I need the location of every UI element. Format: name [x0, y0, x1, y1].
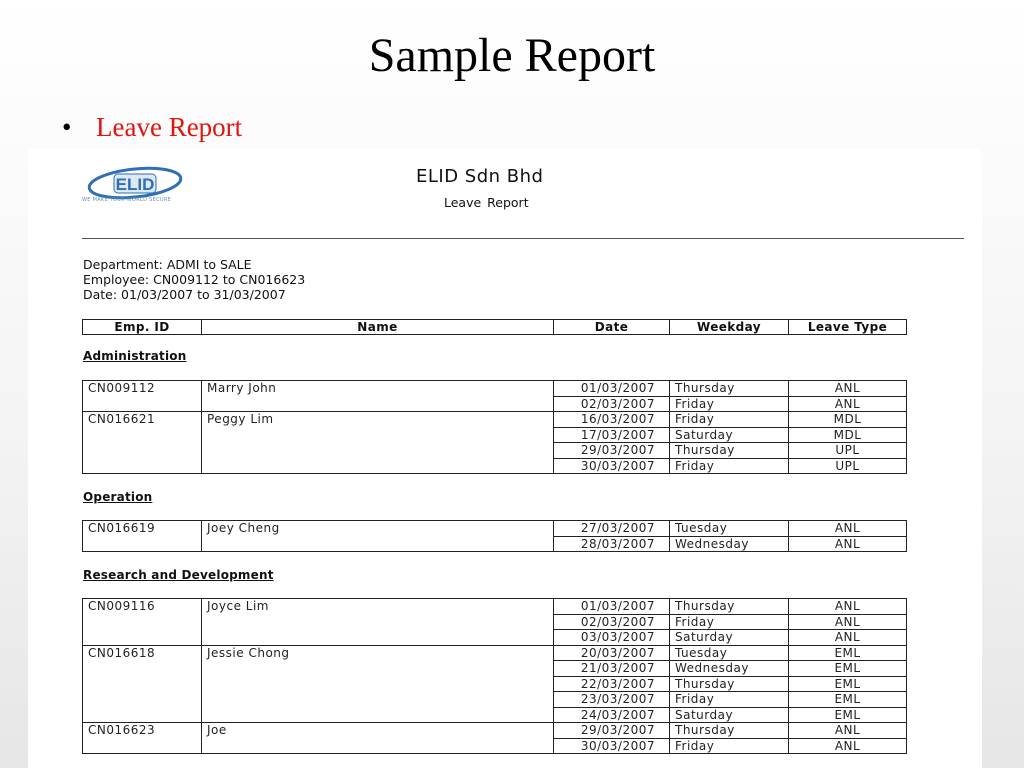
- logo-tagline: WE MAKE YOUR WORLD SECURE: [82, 197, 172, 203]
- date-cell: 28/03/2007: [554, 536, 670, 552]
- weekday-cell: Friday: [670, 412, 789, 428]
- leave-type-cell: ANL: [789, 738, 907, 754]
- bullet-text: Leave Report: [96, 112, 243, 142]
- emp-id-cell: CN016623: [83, 723, 202, 754]
- leave-type-cell: MDL: [789, 412, 907, 428]
- date-cell: 23/03/2007: [554, 692, 670, 708]
- weekday-cell: Wednesday: [670, 536, 789, 552]
- emp-id-cell: CN016619: [83, 521, 202, 552]
- weekday-cell: Thursday: [670, 443, 789, 459]
- table-row: [83, 599, 907, 615]
- weekday-cell: Tuesday: [670, 645, 789, 661]
- date-cell: 01/03/2007: [554, 381, 670, 397]
- date-cell: 03/03/2007: [554, 630, 670, 646]
- bullet-item: [62, 112, 242, 143]
- leave-type-cell: ANL: [789, 614, 907, 630]
- weekday-cell: Friday: [670, 396, 789, 412]
- weekday-cell: Saturday: [670, 427, 789, 443]
- group-table: [82, 380, 907, 474]
- date-cell: 21/03/2007: [554, 661, 670, 677]
- leave-type-cell: UPL: [789, 458, 907, 474]
- logo-text: ELID: [115, 175, 155, 194]
- emp-name-cell: Joe: [202, 723, 554, 754]
- leave-type-cell: ANL: [789, 381, 907, 397]
- weekday-cell: Friday: [670, 692, 789, 708]
- weekday-cell: Thursday: [670, 381, 789, 397]
- date-cell: 02/03/2007: [554, 614, 670, 630]
- filter-department: Department: ADMI to SALE: [83, 257, 252, 272]
- filter-employee: Employee: CN009112 to CN016623: [83, 272, 306, 287]
- weekday-cell: Saturday: [670, 630, 789, 646]
- date-cell: 02/03/2007: [554, 396, 670, 412]
- emp-id-cell: CN009116: [83, 599, 202, 646]
- weekday-cell: Thursday: [670, 676, 789, 692]
- report-filters: [83, 257, 305, 302]
- header-divider: [82, 238, 964, 239]
- weekday-cell: Thursday: [670, 723, 789, 739]
- emp-id-cell: CN016618: [83, 645, 202, 723]
- leave-type-cell: EML: [789, 707, 907, 723]
- elid-logo: [78, 163, 238, 213]
- leave-type-cell: EML: [789, 692, 907, 708]
- col-date: Date: [554, 320, 670, 335]
- date-cell: 20/03/2007: [554, 645, 670, 661]
- date-cell: 29/03/2007: [554, 443, 670, 459]
- col-emp-id: Emp. ID: [83, 320, 202, 335]
- weekday-cell: Saturday: [670, 707, 789, 723]
- col-weekday: Weekday: [670, 320, 789, 335]
- leave-type-cell: ANL: [789, 536, 907, 552]
- date-cell: 17/03/2007: [554, 427, 670, 443]
- group-table: [82, 520, 907, 552]
- table-row: [83, 645, 907, 661]
- leave-type-cell: MDL: [789, 427, 907, 443]
- table-row: [83, 521, 907, 537]
- emp-id-cell: CN009112: [83, 381, 202, 412]
- emp-name-cell: Marry John: [202, 381, 554, 412]
- leave-type-cell: ANL: [789, 521, 907, 537]
- group-heading: Operation: [83, 490, 153, 504]
- leave-type-cell: EML: [789, 661, 907, 677]
- emp-name-cell: Peggy Lim: [202, 412, 554, 474]
- date-cell: 30/03/2007: [554, 738, 670, 754]
- table-row: [83, 381, 907, 397]
- slide-title: Sample Report: [368, 29, 656, 82]
- emp-name-cell: Joyce Lim: [202, 599, 554, 646]
- group-heading: Research and Development: [83, 568, 274, 582]
- weekday-cell: Thursday: [670, 599, 789, 615]
- table-row: [83, 723, 907, 739]
- leave-type-cell: EML: [789, 676, 907, 692]
- col-leave-type: Leave Type: [789, 320, 907, 335]
- leave-type-cell: UPL: [789, 443, 907, 459]
- col-name: Name: [202, 320, 554, 335]
- weekday-cell: Friday: [670, 738, 789, 754]
- date-cell: 30/03/2007: [554, 458, 670, 474]
- weekday-cell: Tuesday: [670, 521, 789, 537]
- date-cell: 16/03/2007: [554, 412, 670, 428]
- company-name: ELID Sdn Bhd: [416, 166, 544, 187]
- date-cell: 01/03/2007: [554, 599, 670, 615]
- leave-type-cell: EML: [789, 645, 907, 661]
- group-heading: Administration: [83, 349, 187, 363]
- weekday-cell: Wednesday: [670, 661, 789, 677]
- emp-name-cell: Joey Cheng: [202, 521, 554, 552]
- date-cell: 29/03/2007: [554, 723, 670, 739]
- leave-type-cell: ANL: [789, 599, 907, 615]
- weekday-cell: Friday: [670, 458, 789, 474]
- emp-name-cell: Jessie Chong: [202, 645, 554, 723]
- report-page: [28, 149, 982, 768]
- group-table: [82, 598, 907, 754]
- date-cell: 27/03/2007: [554, 521, 670, 537]
- date-cell: 24/03/2007: [554, 707, 670, 723]
- bullet-dot-icon: •: [62, 112, 72, 142]
- weekday-cell: Friday: [670, 614, 789, 630]
- date-cell: 22/03/2007: [554, 676, 670, 692]
- table-row: [83, 412, 907, 428]
- report-subtitle: Leave Report: [444, 195, 529, 210]
- emp-id-cell: CN016621: [83, 412, 202, 474]
- leave-type-cell: ANL: [789, 630, 907, 646]
- column-header-row: [82, 319, 907, 335]
- leave-type-cell: ANL: [789, 396, 907, 412]
- filter-date: Date: 01/03/2007 to 31/03/2007: [83, 287, 286, 302]
- leave-type-cell: ANL: [789, 723, 907, 739]
